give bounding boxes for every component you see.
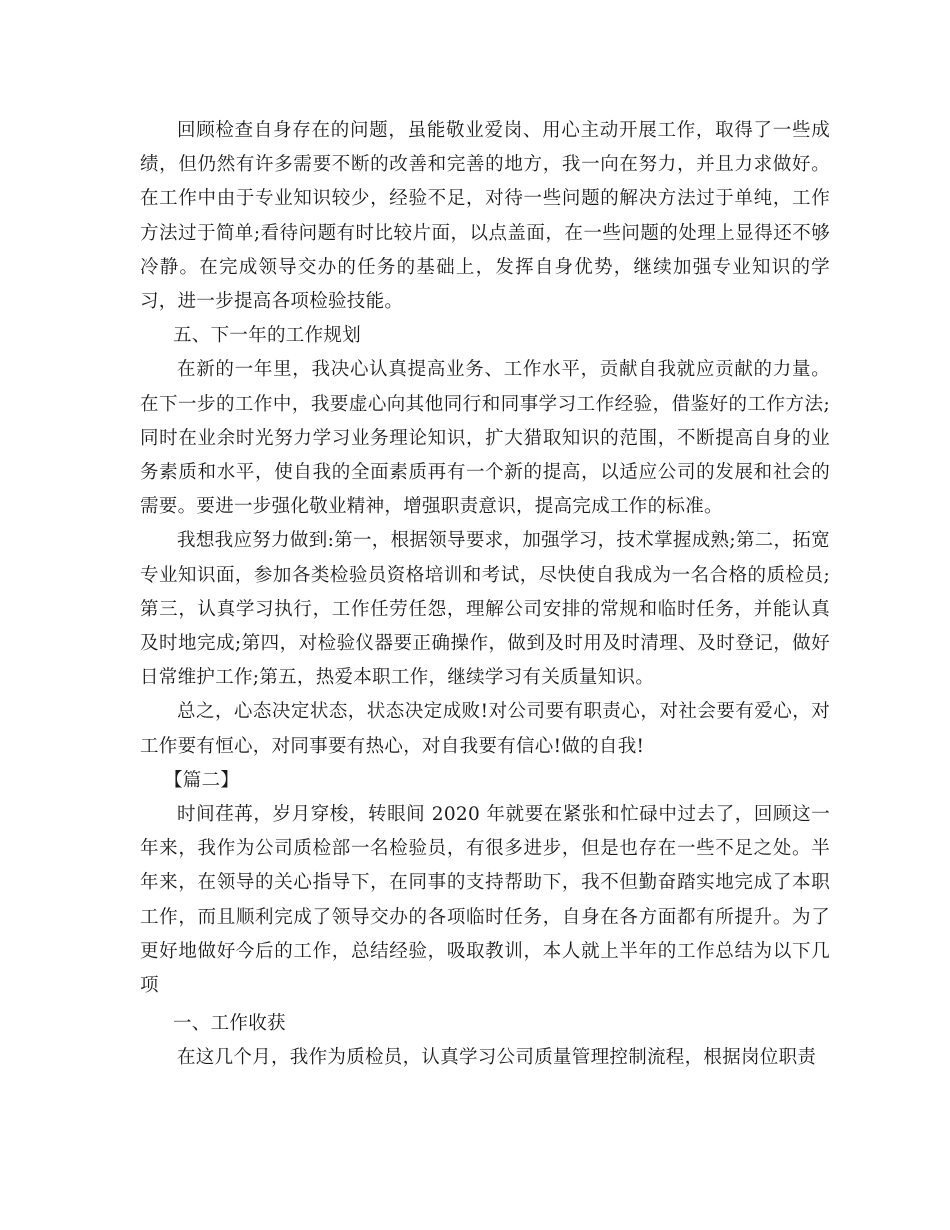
paragraph-action-items: 我想我应努力做到:第一，根据领导要求，加强学习，技术掌握成熟;第二，拓宽专业知识面，参加各类检验员资格培训和考试，尽快使自我成为一名合格的质检员;第三，认真学习执行，工作任劳任怨，理解公司安排的常规和临时任务，并能认真及时地完成;第四，对检验仪器要正确操作，做到及时用及时清理、及时登记，做好日常维护工作;第五，热爱本职工作，继续学习有关质量知识。: [140, 530, 830, 689]
paragraph-work-gains: 在这几个月，我作为质检员，认真学习公司质量管理控制流程，根据岗位职责: [177, 1047, 817, 1069]
section-heading-work-gains: 一、工作收获: [173, 1013, 286, 1035]
paragraph-self-review: 回顾检查自身存在的问题，虽能敬业爱岗、用心主动开展工作，取得了一些成绩，但仍然有许多需要不断的改善和完善的地方，我一向在努力，并且力求做好。在工作中由于专业知识较少，经验不足，对待一些问题的解决方法过于单纯，工作方法过于简单;看待问题有时比较片面，以点盖面，在一些问题的处理上显得还不够冷静。在完成领导交办的任务的基础上，发挥自身优势，继续加强专业知识的学习，进一步提高各项检验技能。: [140, 120, 830, 313]
paragraph-part-two-intro: 时间荏苒，岁月穿梭，转眼间 2020 年就要在紧张和忙碌中过去了，回顾这一年来，我作为公司质检部一名检验员，有很多进步，但是也存在一些不足之处。半年来，在领导的关心指导下，在同事的支持帮助下，我不但勤奋踏实地完成了本职工作，而且顺利完成了领导交办的各项临时任务，自身在各方面都有所提升。为了更好地做好今后的工作，总结经验，吸取教训，本人就上半年的工作总结为以下几项: [140, 804, 830, 997]
document-body: [140, 114, 830, 1076]
paragraph-conclusion: 总之，心态决定状态，状态决定成败!对公司要有职责心，对社会要有爱心，对工作要有恒心，对同事要有热心，对自我要有信心!做的自我!: [140, 701, 830, 757]
section-heading-next-year-plan: 五、下一年的工作规划: [173, 325, 362, 347]
paragraph-new-year-resolution: 在新的一年里，我决心认真提高业务、工作水平，贡献自我就应贡献的力量。在下一步的工作中，我要虚心向其他同行和同事学习工作经验，借鉴好的工作方法;同时在业余时光努力学习业务理论知识，扩大猎取知识的范围，不断提高自身的业务素质和水平，使自我的全面素质再有一个新的提高，以适应公司的发展和社会的需要。要进一步强化敬业精神，增强职责意识，提高完成工作的标准。: [140, 359, 830, 518]
section-heading-part-two: 【篇二】: [164, 769, 240, 791]
